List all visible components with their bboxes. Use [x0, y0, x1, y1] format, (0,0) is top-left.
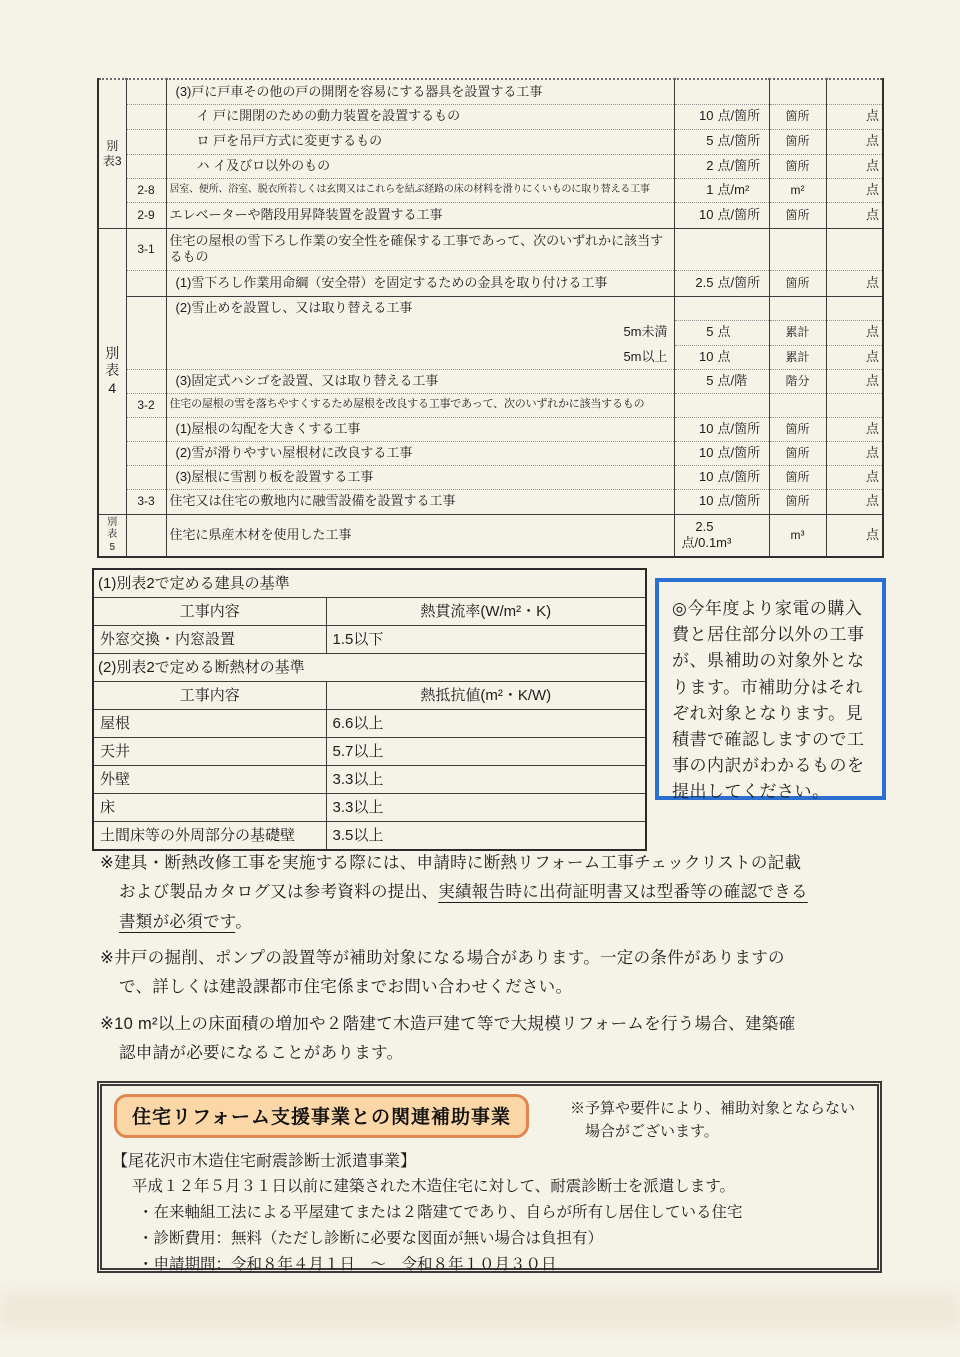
column-header: 工事内容	[93, 598, 326, 626]
cell-points: 2 点/箇所	[674, 154, 769, 178]
table-row	[93, 710, 646, 738]
cell-points: 10 点/箇所	[674, 489, 769, 514]
cell-points	[674, 393, 769, 417]
cell-unit	[769, 79, 826, 104]
table-row	[98, 154, 883, 178]
cell-desc: 居室、便所、浴室、脱衣所若しくは玄関又はこれらを結ぶ経路の床の材料を滑りにくいものに取り替える工事	[166, 178, 674, 202]
note-line: ※10 m²以上の床面積の増加や２階建て木造戸建て等で大規模リフォームを行う場合、建築確	[100, 1014, 796, 1033]
cell-value: 3.3以上	[326, 766, 646, 794]
cell-score	[826, 393, 883, 417]
cell-no: 3-1	[126, 228, 166, 270]
cell-no	[126, 320, 166, 345]
cell-no: 3-2	[126, 393, 166, 417]
cell-work: 床	[93, 794, 326, 822]
cell-unit: 階分	[769, 369, 826, 393]
cell-no	[126, 345, 166, 369]
table-row	[98, 228, 883, 270]
table-row	[98, 104, 883, 129]
cell-no	[126, 441, 166, 465]
cell-score: 点	[826, 104, 883, 129]
note-insulation	[100, 849, 890, 937]
cell-points	[674, 296, 769, 320]
cell-no: 2-9	[126, 202, 166, 228]
cell-unit: 累計	[769, 345, 826, 369]
program-title: 【尾花沢市木造住宅耐震診断士派遣事業】	[112, 1153, 417, 1170]
cell-points: 2.5 点/箇所	[674, 270, 769, 296]
cell-desc: ハ イ及びロ以外のもの	[166, 154, 674, 178]
cell-points: 10 点/箇所	[674, 202, 769, 228]
cell-no	[126, 270, 166, 296]
scan-artifact-band	[0, 1292, 960, 1330]
note-line: ※井戸の掘削、ポンプの設置等が補助対象になる場合があります。一定の条件がありますの	[100, 949, 785, 968]
table-row	[98, 369, 883, 393]
cell-score: 点	[826, 345, 883, 369]
cell-unit	[769, 228, 826, 270]
cell-desc: (3)屋根に雪割り板を設置する工事	[166, 465, 674, 489]
cell-unit: 箇所	[769, 417, 826, 441]
cell-points: 5 点	[674, 320, 769, 345]
cell-value: 6.6以上	[326, 710, 646, 738]
table-row	[98, 514, 883, 557]
cell-unit: 箇所	[769, 270, 826, 296]
cell-desc: ロ 戸を吊戸方式に変更するもの	[166, 129, 674, 154]
program-lead: 平成１２年５月３１日以前に建築された木造住宅に対して、耐震診断士を派遣します。	[132, 1178, 735, 1195]
cell-unit: 箇所	[769, 154, 826, 178]
cell-no: 3-3	[126, 489, 166, 514]
table-row	[93, 822, 646, 851]
cell-score	[826, 296, 883, 320]
column-header: 熱貫流率(W/m²・K)	[326, 598, 646, 626]
cell-unit: 箇所	[769, 441, 826, 465]
table-row	[98, 202, 883, 228]
table-row	[93, 682, 646, 710]
cell-points	[674, 79, 769, 104]
cell-score	[826, 228, 883, 270]
cell-desc: 住宅の屋根の雪を落ちやすくするため屋根を改良する工事であって、次のいずれかに該当するもの	[166, 393, 674, 417]
cell-unit: 箇所	[769, 489, 826, 514]
cell-score: 点	[826, 320, 883, 345]
cell-no	[126, 129, 166, 154]
caution-line: ※予算や要件により、補助対象とならない	[570, 1101, 856, 1117]
cell-desc: 住宅に県産木材を使用した工事	[166, 514, 674, 557]
program-item: ・在来軸組工法による平屋建てまたは２階建てであり、自らが所有し居住している住宅	[138, 1204, 743, 1221]
table-row	[98, 129, 883, 154]
cell-work: 天井	[93, 738, 326, 766]
cell-unit: 箇所	[769, 202, 826, 228]
score-table	[97, 78, 884, 558]
cell-points: 10 点/箇所	[674, 441, 769, 465]
standards-table	[92, 568, 647, 851]
cell-no	[126, 104, 166, 129]
cell-desc: (2)雪止めを設置し、又は取り替える工事	[166, 296, 674, 320]
cell-score: 点	[826, 489, 883, 514]
cell-no	[126, 369, 166, 393]
table-row	[93, 626, 646, 654]
cell-appendix-label: 別表3	[98, 79, 126, 228]
cell-unit: 累計	[769, 320, 826, 345]
cell-points: 5 点/箇所	[674, 129, 769, 154]
table-row	[98, 79, 883, 104]
cell-unit: 箇所	[769, 104, 826, 129]
cell-score: 点	[826, 154, 883, 178]
cell-appendix-label: 別表4	[98, 228, 126, 514]
cell-value: 1.5以下	[326, 626, 646, 654]
note-line: および製品カタログ又は参考資料の提出、実績報告時に出荷証明書又は型番等の確認できる	[119, 883, 808, 902]
cell-work: 土間床等の外周部分の基礎壁	[93, 822, 326, 851]
related-program-badge: 住宅リフォーム支援事業との関連補助事業	[114, 1094, 529, 1138]
table-row	[93, 794, 646, 822]
cell-score: 点	[826, 129, 883, 154]
note-well	[100, 944, 890, 1003]
cell-score: 点	[826, 417, 883, 441]
cell-desc: 5m以上	[166, 345, 674, 369]
column-header: 熱抵抗値(m²・K/W)	[326, 682, 646, 710]
cell-desc: (2)雪が滑りやすい屋根材に改良する工事	[166, 441, 674, 465]
cell-points: 10 点/箇所	[674, 104, 769, 129]
cell-work: 外窓交換・内窓設置	[93, 626, 326, 654]
cell-appendix-label: 別表5	[98, 514, 126, 557]
table-row	[98, 320, 883, 345]
table-row	[98, 441, 883, 465]
cell-points: 10 点	[674, 345, 769, 369]
cell-desc: (1)屋根の勾配を大きくする工事	[166, 417, 674, 441]
table-row	[98, 465, 883, 489]
cell-score: 点	[826, 270, 883, 296]
program-item: ・診断費用：無料（ただし診断に必要な図面が無い場合は負担有）	[138, 1230, 604, 1247]
table-row	[93, 598, 646, 626]
table-row	[98, 270, 883, 296]
cell-unit: 箇所	[769, 129, 826, 154]
cell-score: 点	[826, 465, 883, 489]
note-line: 書類が必須です。	[119, 912, 253, 931]
cell-score: 点	[826, 369, 883, 393]
budget-caution	[570, 1098, 855, 1143]
cell-work: 外壁	[93, 766, 326, 794]
cell-desc: 住宅の屋根の雪下ろし作業の安全性を確保する工事であって、次のいずれかに該当するもの	[166, 228, 674, 270]
cell-score: 点	[826, 202, 883, 228]
cell-desc: エレベーターや階段用昇降装置を設置する工事	[166, 202, 674, 228]
cell-score: 点	[826, 514, 883, 557]
notes-section	[100, 849, 890, 1076]
cell-points: 10 点/箇所	[674, 465, 769, 489]
cell-points: 2.5点/0.1m³	[674, 514, 769, 557]
cell-unit: 箇所	[769, 465, 826, 489]
note-building-permit	[100, 1010, 890, 1069]
cell-no	[126, 417, 166, 441]
cell-points	[674, 228, 769, 270]
caution-line: 場合がございます。	[585, 1123, 719, 1140]
cell-value: 3.3以上	[326, 794, 646, 822]
related-program-box	[97, 1081, 882, 1273]
table-row	[98, 296, 883, 320]
cell-value: 5.7以上	[326, 738, 646, 766]
section-title: (1)別表2で定める建具の基準	[93, 569, 646, 598]
subsidy-notice-text: ◎今年度より家電の購入費と居住部分以外の工事が、県補助の対象外となります。市補助分はそれぞれ対象となります。見積書で確認しますので工事の内訳がわかるものを提出してください。	[672, 599, 865, 802]
cell-work: 屋根	[93, 710, 326, 738]
note-line: で、詳しくは建設課都市住宅係までお問い合わせください。	[119, 978, 573, 997]
note-line: ※建具・断熱改修工事を実施する際には、申請時に断熱リフォーム工事チェックリストの記載	[100, 854, 802, 872]
cell-unit	[769, 296, 826, 320]
cell-no	[126, 514, 166, 557]
cell-desc: (1)雪下ろし作業用命綱（安全帯）を固定するための金具を取り付ける工事	[166, 270, 674, 296]
cell-desc: 5m未満	[166, 320, 674, 345]
cell-score: 点	[826, 441, 883, 465]
cell-desc: (3)固定式ハシゴを設置、又は取り替える工事	[166, 369, 674, 393]
table-row	[98, 489, 883, 514]
cell-unit: m²	[769, 178, 826, 202]
cell-no	[126, 465, 166, 489]
table-row	[93, 569, 646, 598]
cell-points: 10 点/箇所	[674, 417, 769, 441]
table-row	[98, 345, 883, 369]
table-row	[98, 417, 883, 441]
cell-no	[126, 154, 166, 178]
cell-no: 2-8	[126, 178, 166, 202]
cell-score	[826, 79, 883, 104]
note-line: 認申請が必要になることがあります。	[119, 1044, 404, 1063]
table-row	[93, 654, 646, 682]
table-row	[93, 766, 646, 794]
cell-unit	[769, 393, 826, 417]
cell-desc: 住宅又は住宅の敷地内に融雪設備を設置する工事	[166, 489, 674, 514]
cell-desc: イ 戸に開閉のための動力装置を設置するもの	[166, 104, 674, 129]
cell-score: 点	[826, 178, 883, 202]
cell-points: 1 点/m²	[674, 178, 769, 202]
cell-desc: (3)戸に戸車その他の戸の開閉を容易にする器具を設置する工事	[166, 79, 674, 104]
program-item: ・申請期間：令和８年４月１日 ～ 令和８年１０月３０日	[138, 1256, 557, 1273]
subsidy-notice-box	[655, 578, 886, 800]
table-row	[98, 393, 883, 417]
cell-points: 5 点/階	[674, 369, 769, 393]
cell-value: 3.5以上	[326, 822, 646, 851]
table-row	[93, 738, 646, 766]
cell-no	[126, 79, 166, 104]
cell-unit: m³	[769, 514, 826, 557]
cell-no	[126, 296, 166, 320]
table-row	[98, 178, 883, 202]
column-header: 工事内容	[93, 682, 326, 710]
section-title: (2)別表2で定める断熱材の基準	[93, 654, 646, 682]
